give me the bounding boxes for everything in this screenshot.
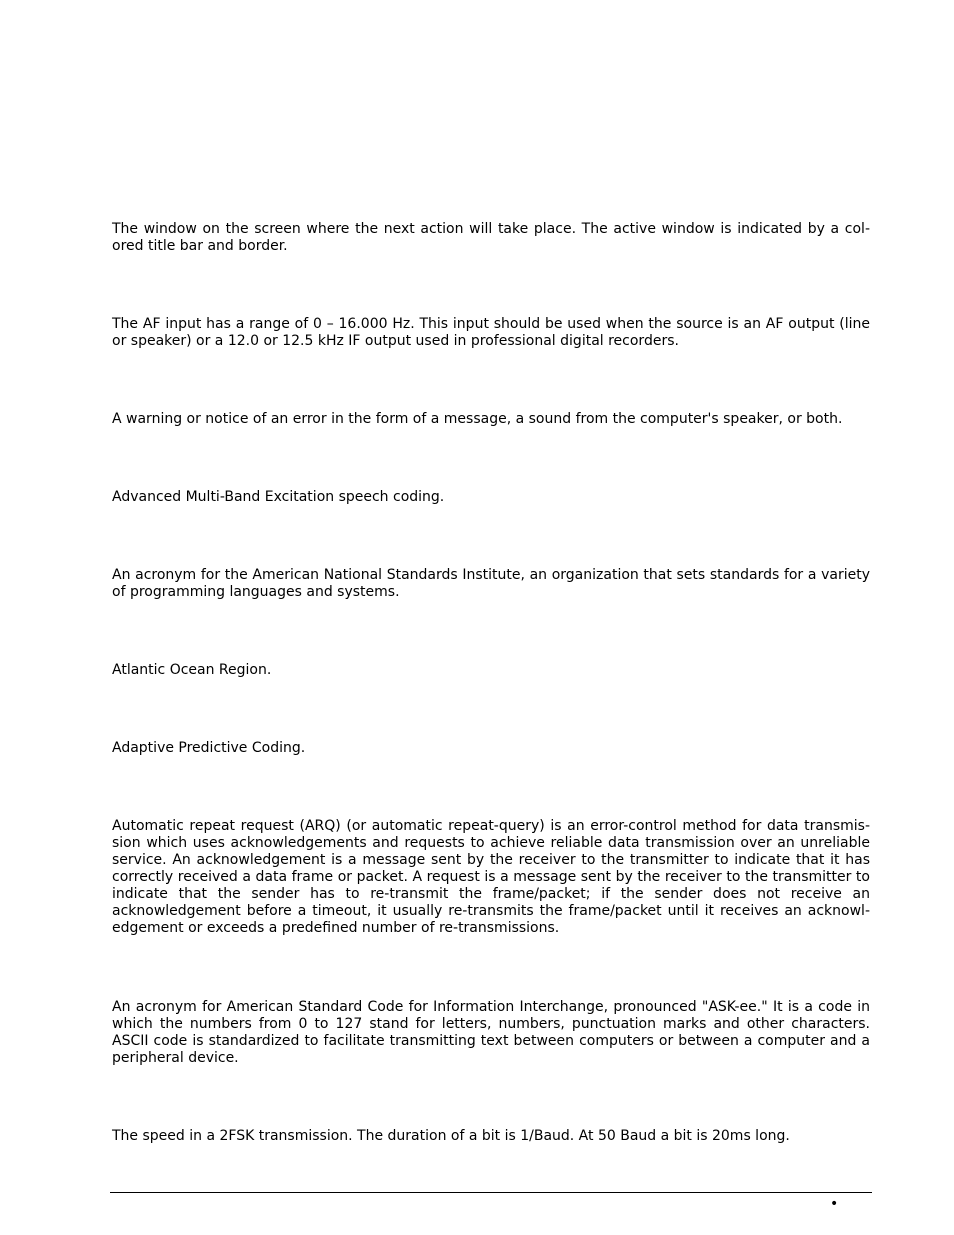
definition-baud: The speed in a 2FSK transmission. The duration of a bit is 1/Baud. At 50 Baud a bit is 20ms long.: [112, 1128, 790, 1144]
definition-af-input: The AF input has a range of 0 – 16.000 Hz. This input should be used when the source is an AF output (line or speaker) or a 12.0 or 12.5 kHz IF output used in professional digital recorders.: [112, 316, 870, 349]
definition-apc: Adaptive Predictive Coding.: [112, 740, 306, 756]
definition-arq: Automatic repeat request (ARQ) (or automatic repeat-query) is an error-control method for data transmission which uses acknowledgements and requests to achieve reliable data transmission over an unreliable service. An acknowledgement is a message sent by the receiver to the transmitter to indicate that it has correctly received a data frame or packet. A request is a message sent by the receiver to the transmitter to indicate that the sender has to re-transmit the frame/packet; if the sender does not receive an acknowledgement before a timeout, it usually re-transmits the frame/packet until it receives an acknowledgement or exceeds a predefined number of re-transmissions.: [112, 818, 870, 936]
definition-ansi: An acronym for the American National Standards Institute, an organization that sets standards for a variety of programming languages and systems.: [112, 567, 870, 600]
definition-alert: A warning or notice of an error in the form of a message, a sound from the computer's speaker, or both.: [112, 411, 843, 427]
definition-ascii: An acronym for American Standard Code for Information Interchange, pronounced "ASK-ee." It is a code in which the numbers from 0 to 127 stand for letters, numbers, punctuation marks and other characters. ASCII code is standardized to facilitate transmitting text between computers or between a computer and a peripheral device.: [112, 999, 870, 1066]
definition-ambe: Advanced Multi-Band Excitation speech coding.: [112, 489, 445, 505]
footer-bullet-icon: •: [830, 1196, 839, 1212]
definition-active-window: The window on the screen where the next action will take place. The active window is indicated by a colored title bar and border.: [112, 221, 870, 254]
definition-aor: Atlantic Ocean Region.: [112, 662, 272, 678]
footer-rule: [110, 1192, 872, 1193]
